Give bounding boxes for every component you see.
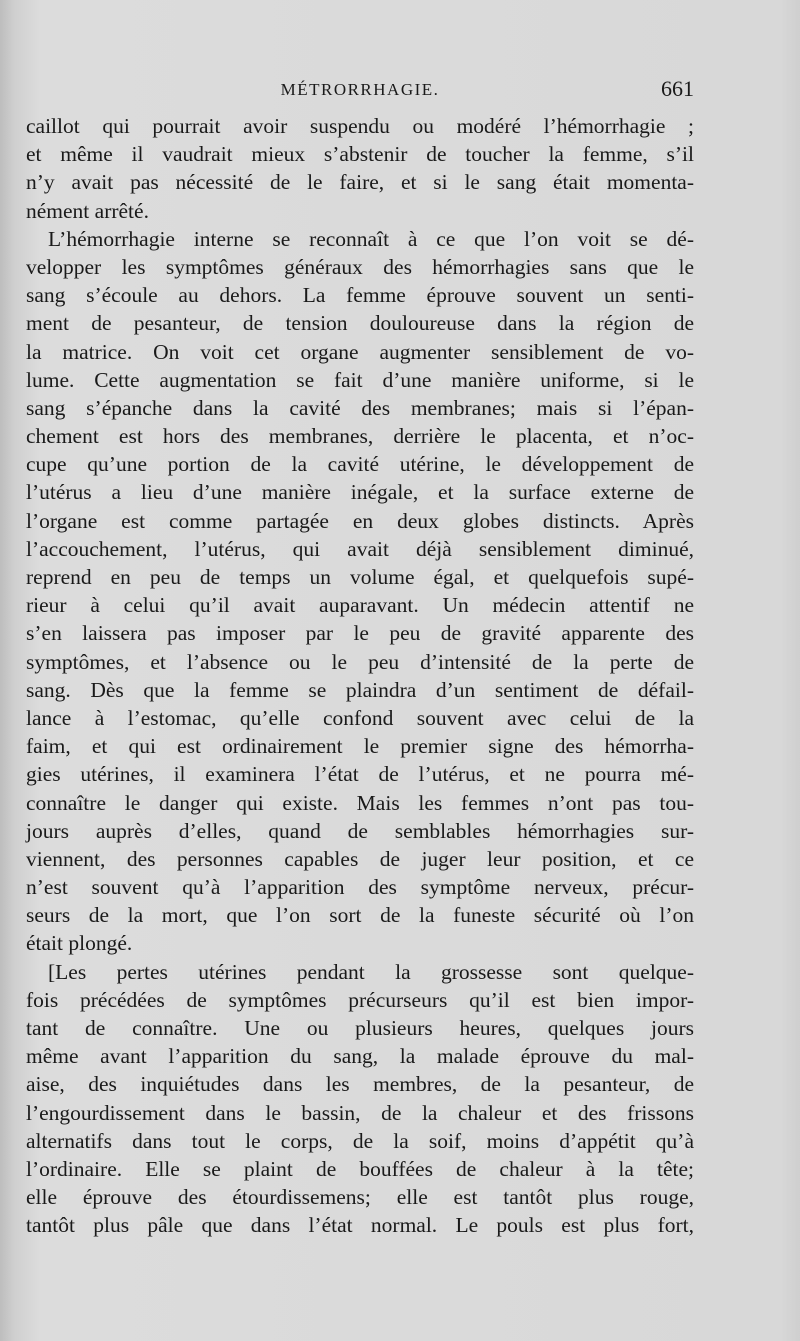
- text-line: L’hémorrhagie interne se reconnaît à ce que l’on voit se dé-: [48, 226, 694, 251]
- text-line: symptômes, et l’absence ou le peu d’intensité de la perte de: [26, 649, 694, 674]
- text-line: ment de pesanteur, de tension douloureuse dans la région de: [26, 311, 694, 336]
- text-line: reprend en peu de temps un volume égal, et quelquefois supé-: [26, 565, 694, 589]
- text-line: tant de connaître. Une ou plusieurs heures, quelques jours: [26, 1016, 694, 1040]
- text-line: fois précédées de symptômes précurseurs qu’il est bien impor-: [26, 987, 694, 1012]
- text-line: était plongé.: [26, 931, 133, 956]
- text-line: connaître le danger qui existe. Mais les femmes n’ont pas tou-: [26, 790, 694, 815]
- text-line: et même il vaudrait mieux s’abstenir de toucher la femme, s’il: [26, 142, 694, 167]
- text-line: cupe qu’une portion de la cavité utérine, le développement de: [26, 452, 694, 477]
- text-line: nément arrêté.: [26, 198, 149, 223]
- text-line: n’y avait pas nécessité de le faire, et si le sang était momenta-: [26, 170, 694, 195]
- text-line: lume. Cette augmentation se fait d’une manière uniforme, si le: [26, 367, 694, 392]
- text-line: l’organe est comme partagée en deux globes distincts. Après: [26, 508, 694, 533]
- text-line: la matrice. On voit cet organe augmenter sensiblement de vo-: [26, 339, 694, 364]
- text-line: viennent, des personnes capables de juger leur position, et ce: [26, 846, 694, 871]
- text-line: l’accouchement, l’utérus, qui avait déjà sensiblement diminué,: [26, 536, 694, 561]
- text-line: sang. Dès que la femme se plaindra d’un sentiment de défail-: [26, 677, 694, 702]
- text-line: l’ordinaire. Elle se plaint de bouffées de chaleur à la tête;: [26, 1156, 694, 1181]
- text-line: chement est hors des membranes, derrière le placenta, et n’oc-: [26, 424, 694, 449]
- text-line: caillot qui pourrait avoir suspendu ou modéré l’hémorrhagie ;: [26, 114, 694, 138]
- page-header: [26, 76, 694, 106]
- text-line: faim, et qui est ordinairement le premier signe des hémorrha-: [26, 734, 694, 759]
- text-line: s’en laissera pas imposer par le peu de gravité apparente des: [26, 621, 694, 646]
- text-line: jours auprès d’elles, quand de semblables hémorrhagies sur-: [26, 818, 694, 843]
- text-line: sang s’écoule au dehors. La femme éprouve souvent un senti-: [26, 283, 694, 308]
- text-line: lance à l’estomac, qu’elle confond souvent avec celui de la: [26, 705, 694, 730]
- text-line: alternatifs dans tout le corps, de la soif, moins d’appétit qu’à: [26, 1128, 694, 1153]
- text-line: l’engourdissement dans le bassin, de la chaleur et des frissons: [26, 1100, 694, 1125]
- text-line: aise, des inquiétudes dans les membres, de la pesanteur, de: [26, 1072, 694, 1097]
- text-line: tantôt plus pâle que dans l’état normal. Le pouls est plus fort,: [26, 1213, 694, 1238]
- text-line: elle éprouve des étourdissemens; elle est tantôt plus rouge,: [26, 1185, 694, 1210]
- text-line: velopper les symptômes généraux des hémorrhagies sans que le: [26, 254, 694, 279]
- text-line: seurs de la mort, que l’on sort de la funeste sécurité où l’on: [26, 903, 694, 928]
- text-line: gies utérines, il examinera l’état de l’utérus, et ne pourra mé-: [26, 762, 694, 787]
- text-line: l’utérus a lieu d’une manière inégale, et la surface externe de: [26, 480, 694, 505]
- text-line: même avant l’apparition du sang, la malade éprouve du mal-: [26, 1044, 694, 1069]
- text-line: rieur à celui qu’il avait auparavant. Un médecin attentif ne: [26, 593, 694, 618]
- text-line: sang s’épanche dans la cavité des membranes; mais si l’épan-: [26, 395, 694, 420]
- text-line: n’est souvent qu’à l’apparition des symptôme nerveux, précur-: [26, 875, 694, 900]
- page-number: 661: [661, 76, 694, 101]
- text-line: [Les pertes utérines pendant la grossesse sont quelque-: [48, 959, 694, 984]
- body-text: [26, 112, 694, 1240]
- running-title: MÉTRORRHAGIE.: [280, 80, 440, 99]
